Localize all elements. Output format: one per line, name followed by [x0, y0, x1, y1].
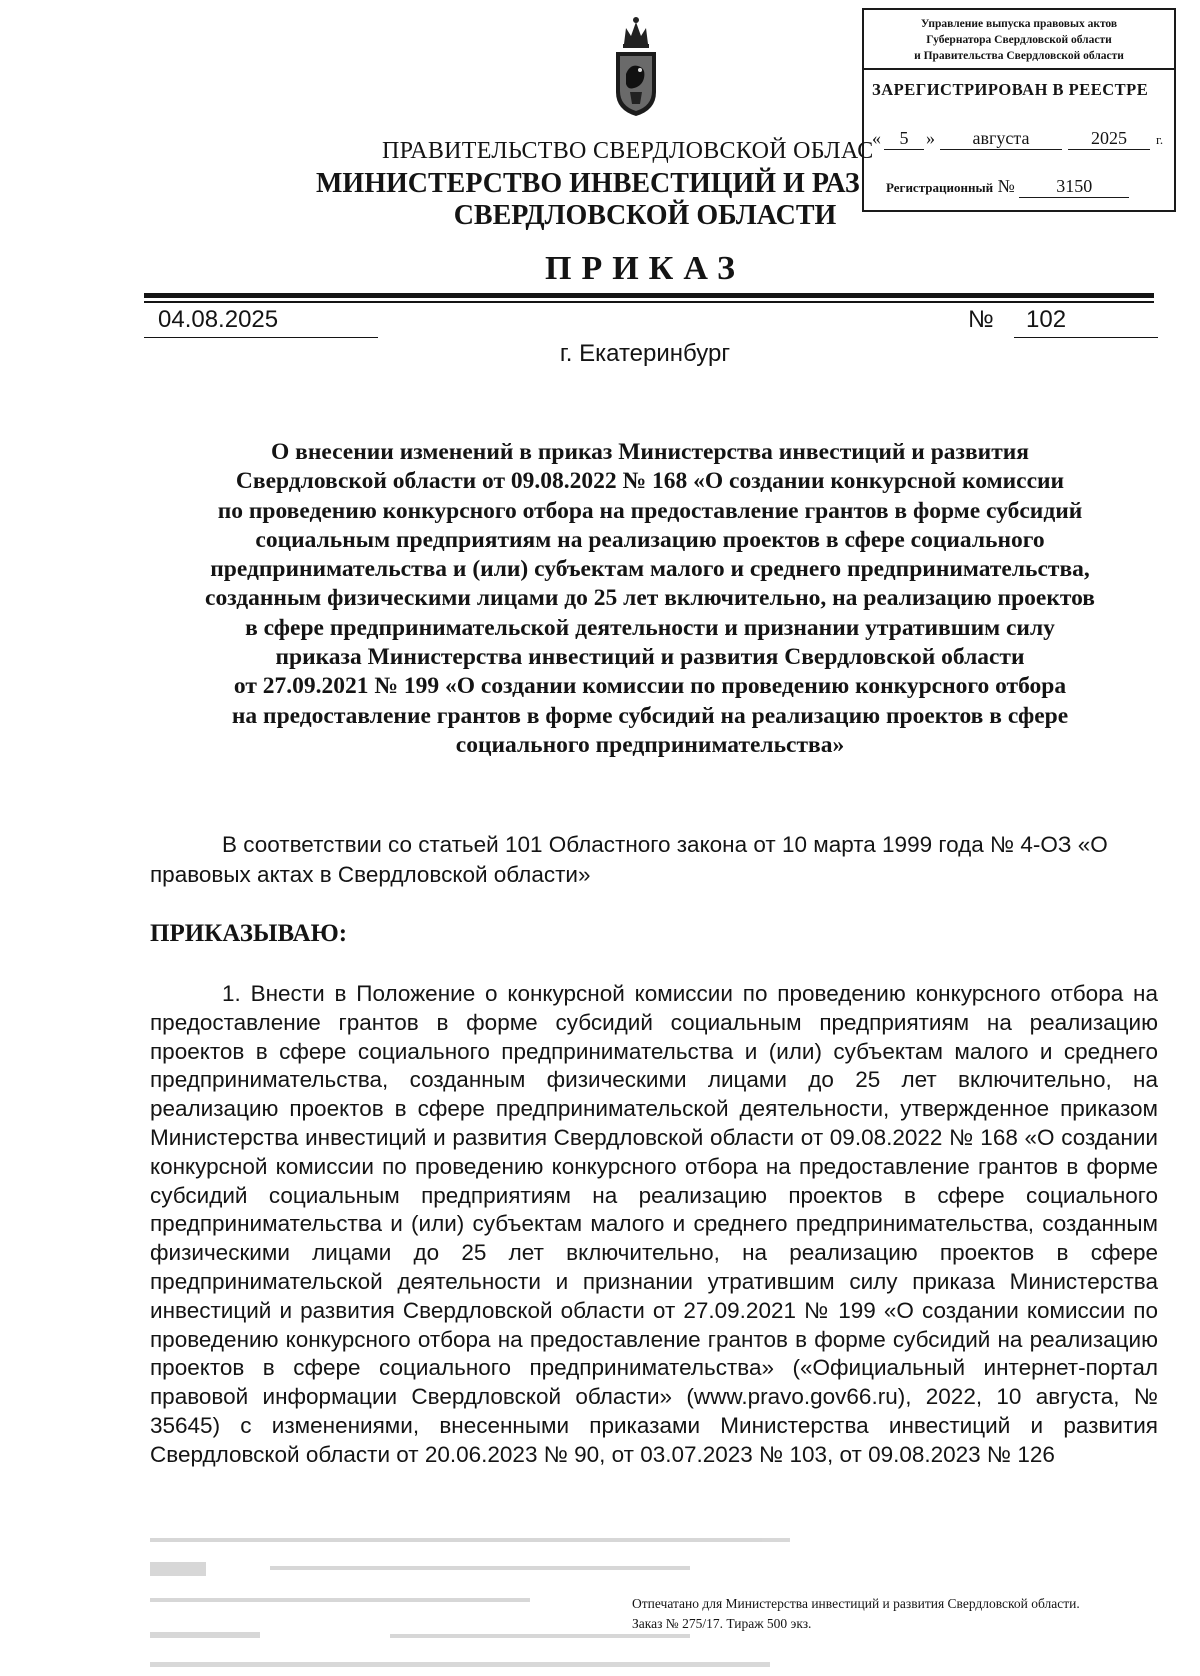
ministry-name-line1: МИНИСТЕРСТВО ИНВЕСТИЦИЙ И РАЗ	[316, 168, 860, 199]
header-rule-thin	[144, 301, 1154, 303]
order-title	[140, 438, 1160, 760]
stamp-org-line: Губернатора Свердловской области	[926, 34, 1112, 46]
order-number-sign: №	[968, 306, 994, 333]
footer-line: Отпечатано для Министерства инвестиций и развития Свердловской области.	[632, 1596, 1080, 1611]
stamp-year-suffix: г.	[1156, 132, 1164, 147]
stamp-registered-label: ЗАРЕГИСТРИРОВАН В РЕЕСТРЕ	[872, 80, 1149, 99]
stamp-month: августа	[940, 128, 1062, 150]
title-line: от 27.09.2021 № 199 «О создании комиссии по проведению конкурсного отбора	[233, 673, 1067, 700]
title-line: социального предпринимательства»	[455, 731, 845, 758]
ministry-name-line2: СВЕРДЛОВСКОЙ ОБЛАСТИ	[453, 200, 837, 231]
title-line: на предоставление грантов в форме субсидий на реализацию проектов в сфере	[231, 702, 1069, 729]
stamp-org-line: и Правительства Свердловской области	[914, 50, 1124, 62]
order-word: ПРИКАЗЫВАЮ:	[150, 920, 348, 947]
title-line: в сфере предпринимательской деятельности и признании утратившим силу	[245, 614, 1055, 641]
document-type: ПРИКАЗ	[545, 250, 745, 287]
stamp-reg-value: 3150	[1019, 176, 1129, 198]
government-name: ПРАВИТЕЛЬСТВО СВЕРДЛОВСКОЙ ОБЛАС	[382, 138, 874, 164]
preamble: В соответствии со статьей 101 Областного закона от 10 марта 1999 года № 4-ОЗ «О правовых актах в Свердловской области»	[150, 832, 1108, 887]
stamp-reg-number	[886, 176, 1129, 198]
title-line: по проведению конкурсного отбора на предоставление грантов в форме субсидий	[217, 497, 1083, 524]
title-line: социальным предприятиям на реализацию проектов в сфере социального	[255, 526, 1045, 553]
city: г. Екатеринбург	[559, 340, 731, 367]
stamp-org-line: Управление выпуска правовых актов	[920, 18, 1118, 30]
paragraph-1: 1. Внести в Положение о конкурсной комиссии по проведению конкурсного отбора на предоставление грантов в форме субсидий социальным предприятиям на реализацию проектов в сфере социального предпринимательства и (или) субъектам малого и среднего предпринимательства, созданным физическими лицами до 25 лет включительно, на реализацию проектов в сфере предпринимательской деятельности, утвержденное приказом Министерства инвестиций и развития Свердловской области от 09.08.2022 № 168 «О создании конкурсной комиссии по проведению конкурсного отбора на предоставление грантов в форме субсидий социальным предприятиям на реализацию проектов в сфере социального предпринимательства и (или) субъектам малого и среднего предпринимательства, созданным физическими лицами до 25 лет включительно, на реализацию проектов в сфере предпринимательской деятельности и признании утратившим силу приказа Министерства инвестиций и развития Свердловской области от 27.09.2021 № 199 «О создании комиссии по проведению конкурсного отбора на предоставление грантов в форме субсидий на реализацию проектов в сфере социального предпринимательства» («Официальный интернет-портал правовой информации Свердловской области» (www.pravo.gov66.ru), 2022, 10 августа, № 35645) с изменениями, внесенными приказами Министерства инвестиций и развития Свердловской области от 20.06.2023 № 90, от 03.07.2023 № 103, от 09.08.2023 № 126	[150, 981, 1158, 1467]
number-underline	[1014, 337, 1158, 338]
title-line: О внесении изменений в приказ Министерства инвестиций и развития	[270, 439, 1030, 465]
title-line: приказа Министерства инвестиций и развития Свердловской области	[275, 644, 1025, 671]
stamp-reg-sign: №	[997, 176, 1015, 196]
stamp-quote-close: »	[926, 128, 935, 148]
stamp-year: 2025	[1068, 128, 1150, 150]
order-number: 102	[1026, 306, 1067, 333]
stamp-reg-label: Регистрационный	[886, 180, 994, 195]
stamp-organization	[864, 10, 1174, 70]
order-date: 04.08.2025	[158, 306, 279, 333]
header-rule-thick	[144, 293, 1154, 298]
stamp-quote-open: «	[872, 128, 881, 148]
coat-of-arms-icon	[610, 14, 662, 118]
title-line: созданным физическими лицами до 25 лет включительно, на реализацию проектов	[205, 585, 1095, 612]
title-line: Свердловской области от 09.08.2022 № 168 «О создании конкурсной комиссии	[235, 468, 1065, 495]
stamp-day: 5	[884, 128, 924, 150]
footer-line: Заказ № 275/17. Тираж 500 экз.	[632, 1616, 812, 1631]
date-underline	[144, 337, 378, 338]
print-footer	[632, 1594, 1080, 1634]
title-line: предпринимательства и (или) субъектам малого и среднего предпринимательства,	[210, 556, 1090, 583]
registration-stamp	[862, 8, 1176, 212]
